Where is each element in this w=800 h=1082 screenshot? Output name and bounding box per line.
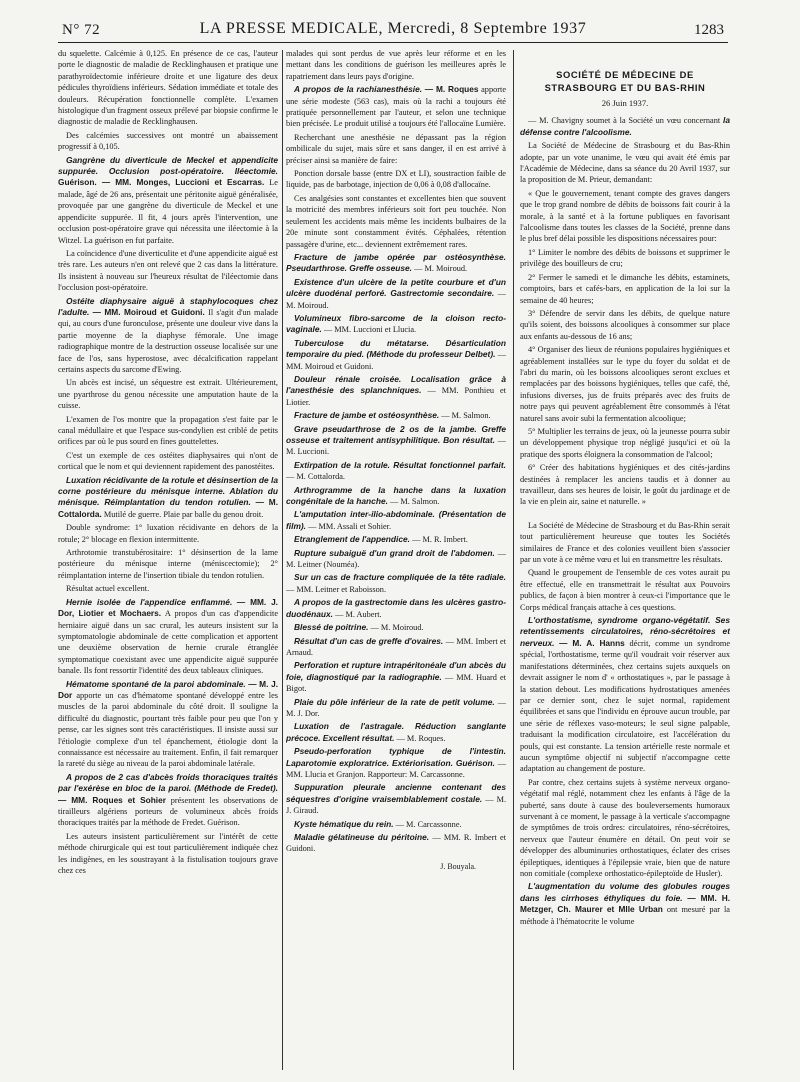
- article-text: A propos d'un cas d'appendicite herniaire aiguë dans un sac crural, les auteurs insistent sur la symptomatologie abdominale de cette complication et apportent une deuxième observation de hernie crurale étranglée symptomatique coexistant avec une appendicite aiguë suppurée banale. Ils font ressortir l'identité des deux tableaux cliniques.: [58, 609, 278, 676]
- entry-title: Volumineux fibro-sarcome de la cloison recto-vaginale.: [286, 312, 506, 335]
- entry-title: Sur un cas de fracture compliquée de la tête radiale.: [294, 572, 506, 583]
- entry: [286, 410, 506, 421]
- paragraph: La coïncidence d'une diverticulite et d'une appendicite aiguë est très rare. Les auteurs n'en ont relevé que 2 cas dans la littérature. Ils insistent à nouveau sur l'heureux résultat de l'iléectomie dans l'occlusion post-opératoire.: [58, 248, 278, 293]
- article-text: Le malade, âgé de 26 ans, présentait une péritonite aiguë généralisée, provoquée par une gangrène du diverticule de Meckel et une appendicite suppurée. Il fit, 4 jours après l'intervention, une occlusion post-opératoire grave qui nécessita une iléectomie à la Witzel. La guérison en fut parfaite.: [58, 178, 278, 245]
- entry-title: Douleur rénale croisée. Localisation grâce à l'anesthésie des splanchniques.: [286, 373, 506, 396]
- entry-authors: — M. Carcassonne.: [395, 819, 462, 829]
- entry: [286, 572, 506, 595]
- article-text: Il s'agit d'un malade qui, au cours d'une furonculose, présente une douleur vive dans la partie moyenne de la diaphyse fémorale. Une image radiographique montre de la destruction osseuse localisée sur une face de l'os, sans hyperostose, avec décalcification rappelant certains aspects du sarcome d'Ewing.: [58, 307, 278, 374]
- entry-title: Existence d'un ulcère de la petite courbure et d'un ulcère duodénal perforé. Gastrectomie secondaire.: [286, 276, 506, 299]
- column-rule-2: [513, 50, 514, 1070]
- society-heading: SOCIÉTÉ DE MÉDECINE DE STRASBOURG ET DU BAS-RHIN: [544, 69, 706, 93]
- entry-authors: — MM. Leitner et Raboisson.: [286, 584, 387, 594]
- entry: [286, 819, 506, 830]
- entry-authors: — MM. Luccioni et Llucia.: [323, 325, 417, 335]
- entry-authors: — M. Luccioni.: [286, 436, 506, 457]
- column-right: [520, 48, 730, 1076]
- article: [58, 296, 278, 376]
- entry: [286, 548, 506, 571]
- entry: [286, 746, 506, 780]
- entry-authors: — M. Moiroud.: [370, 623, 424, 633]
- article-authors: — MM. J. Dor, Liotier et Mochaers.: [58, 596, 278, 619]
- article-title: L'orthostatisme, syndrome organo-végétatif. Ses retentissements circulatoires, réno-sécrétoires et nerveux.: [520, 615, 730, 648]
- entry-title: Arthrogramme de la hanche dans la luxation congénitale de la hanche.: [286, 484, 506, 507]
- paragraph: malades qui sont perdus de vue après leur réforme et en les mettant dans les conditions de guérison les meilleures après le rapatriement dans leurs pays d'origine.: [286, 49, 506, 81]
- paragraph: Un abcès est incisé, un séquestre est extrait. Ultérieurement, une pyarthrose du genou nécessite une amputation haute de la cuisse.: [58, 378, 278, 411]
- entry: [286, 622, 506, 633]
- article: [58, 772, 278, 829]
- entry: [286, 660, 506, 694]
- entry-authors: — MM. Moiroud et Guidoni.: [286, 350, 506, 371]
- entry: [286, 832, 506, 855]
- entry-authors: — M. Moiroud.: [414, 264, 468, 274]
- paragraph: 3° Défendre de servir dans les débits, de quelque nature qu'ils soient, des boissons alcooliques à consommer sur place aux enfants au-dessous de 16 ans;: [520, 308, 730, 341]
- article-authors: — MM. H. Metzger, Ch. Maurer et Mlle Urban: [520, 892, 730, 915]
- article-title: A propos de la rachianesthésie.: [294, 84, 423, 95]
- entry-authors: — M. Leitner (Nouméa).: [286, 548, 506, 570]
- entry-authors: — M. Cottalorda.: [286, 472, 345, 482]
- paragraph: 6° Créer des habitations hygiéniques et des cités-jardins destinées à remplacer les anciens taudis et à donner au travailleur, dans ses heures de loisir, le goût du jardinage et de la vie en plein air, saine et naturelle. »: [520, 463, 730, 507]
- article: [58, 155, 278, 246]
- paragraph: Recherchant une anesthésie ne dépassant pas la région ombilicale du sujet, mais sûre et sans danger, il en est arrivé à préciser ainsi sa manière de faire:: [286, 132, 506, 165]
- page-number: 1283: [694, 22, 724, 38]
- entry-authors: — M. R. Imbert.: [412, 535, 468, 545]
- entry: [286, 597, 506, 620]
- article: [520, 115, 730, 138]
- paragraph: « Que le gouvernement, tenant compte des graves dangers que le trop grand nombre de débits de boissons fait courir à la morale, à la santé et à la fortune publiques en favorisant l'alcoolisme dans toutes les classes de la Société, prenne dans le plus bref délai possible les dispositions nécessaires pour:: [520, 188, 730, 244]
- article-text: présentent les observations de tirailleurs algériens porteurs de volumineux abcès froids thoraciques traités par la méthode de Fredet. Guérison.: [58, 795, 278, 828]
- entry: [286, 277, 506, 311]
- paragraph: Ponction dorsale basse (entre DX et LI), soustraction faible de liquide, pas de barbotage, injection de 0,06 à 0,08 d'allocaïne.: [286, 169, 506, 190]
- entry-title: Grave pseudarthrose de 2 os de la jambe. Greffe osseuse et traitement antisyphilitique. Bon résultat.: [286, 423, 506, 445]
- entry-title: Fracture de jambe et ostéosynthèse.: [294, 410, 440, 421]
- entry: [286, 374, 506, 408]
- article-title: L'augmentation du volume des globules rouges dans les cirrhoses éthyliques du foie.: [520, 881, 730, 903]
- entry-authors: — MM. Assali et Sohier.: [308, 521, 392, 531]
- entry: [286, 509, 506, 532]
- entry-title: L'amputation inter-ilio-abdominale. (Présentation de film).: [286, 509, 506, 531]
- paragraph: Double syndrome: 1° luxation récidivante en dehors de la rotule; 2° blocage en flexion intermittente.: [58, 523, 278, 544]
- paragraph: Résultat actuel excellent.: [66, 584, 150, 594]
- article: [520, 615, 730, 775]
- article-authors: — M. Cottalorda.: [58, 497, 278, 519]
- paragraph: du squelette. Calcémie à 0,125. En présence de ce cas, l'auteur porte le diagnostic de maladie de Recklinghausen et pratique une parathyroïdectomie inférieure droite et une ligature des deux pédicules thyroïdiens inférieurs. Sédation immédiate et totale des douleurs. Récupération fonctionnelle complète. L'examen histologique d'un fragment osseux prélevé par biopsie confirme le diagnostic de maladie de Recklinghausen.: [58, 49, 278, 127]
- entry-title: Pseudo-perforation typhique de l'intestin. Laparotomie exploratrice. Extériorisation. Guérison.: [286, 746, 506, 768]
- entry: [286, 534, 506, 545]
- entry: [286, 313, 506, 336]
- paragraph: L'examen de l'os montre que la propagation s'est faite par le canal médullaire et que l'espace sus-condylien est criblé de petits orifices par où le pus sourd en fines gouttelettes.: [58, 414, 278, 447]
- entry-authors: — MM. Huard et Bigot.: [286, 672, 506, 694]
- article: [58, 679, 278, 770]
- article-authors: — MM. Roques et Sohier: [58, 794, 166, 805]
- entry-authors: — MM. Imbert et Arnaud.: [286, 636, 506, 657]
- article-authors: — M. A. Hanns: [559, 637, 625, 648]
- entry-title: Kyste hématique du rein.: [294, 818, 394, 829]
- paragraph: 1° Limiter le nombre des débits de boissons et supprimer le privilège des bouilleurs de cru;: [520, 247, 730, 269]
- entry-authors: — M. Salmon.: [441, 411, 491, 421]
- paragraph: Les auteurs insistent particulièrement sur l'intérêt de cette méthode chirurgicale qui est tout particulièrement indiquée chez les indigènes, en les soustrayant à la fistulisation toujours grave chez ces: [58, 831, 278, 876]
- entry-authors: — MM. R. Imbert et Guidoni.: [286, 833, 506, 854]
- article-text: ont mesuré par la méthode à l'hématocrite le volume: [520, 905, 730, 926]
- article-text: apporte une série modeste (563 cas), mais où la rachi a toujours été pratiquée personnellement par l'auteur, et selon une technique bien précisée. Le produit utilisé a toujours été l'allocaïne Lumière.: [286, 85, 506, 129]
- article-authors: — MM. Moiroud et Guidoni.: [92, 306, 205, 317]
- entry: [286, 636, 506, 659]
- entry: [286, 721, 506, 744]
- article-text: décrit, comme un syndrome spécial, l'orthostatisme, terme qu'il voudrait voir réserver aux manifestations déterminées, chez certains sujets auxquels on devrait assigner le nom d' « orthostatiques », par le passage à la station debout. Les modifications hydrostatiques amenées par ce dernier sont, chez le sujet normal, rapidement équilibrées et sans que l'individu en éprouve aucun trouble, par une série de réflexes vaso-moteurs; le seul signe palpable, traduisant la modification circulatoire, est l'accélération du pouls, qui est constante. La tension artérielle reste normale et aucun symptôme objectif ni subjectif n'accompagne cette adaptation au changement de posture.: [520, 638, 730, 774]
- column-rule-1: [282, 50, 283, 1070]
- entry-title: Etranglement de l'appendice.: [294, 534, 411, 545]
- article: [520, 881, 730, 927]
- column-left: [58, 48, 278, 1076]
- entry-title: Résultat d'un cas de greffe d'ovaires.: [294, 635, 444, 646]
- entry: [286, 782, 506, 816]
- paragraph: Ces analgésies sont constantes et excellentes bien que souvent la motricité des membres inférieurs soit fort peu touchée. Non seulement les accidents mais même les incidents bulbaires de la 20e minute sont constamment évités. Céphalées, rétention passagère d'urine, etc... deviennent extrêmement rares.: [286, 193, 506, 249]
- entry: [286, 252, 506, 275]
- article-text: Mutilé de guerre. Plaie par balle du genou droit.: [103, 509, 264, 519]
- entry-title: Tuberculose du métatarse. Désarticulation temporaire du pied. (Méthode du professeur Delbet).: [286, 337, 506, 360]
- paragraph: Par contre, chez certains sujets à système nerveux organo-végétatif mal réglé, notamment chez les enfants à l'âge de la puberté, sans doute à cause des bouleversements humoraux survenant à ce moment, le passage à la verticale s'accompagne de symptômes de trois ordres: circulatoires, réno-sécrétoires, nerveux que l'auteur énumère en détail. On peut voir se développer des albuminuries orthostatiques, éclater des crises épileptiques, identiques à l'épilepsie vraie, bien que de nature non comitiale (complexe orthostatico-épileptoïde de Husler).: [520, 777, 730, 878]
- entry-title: Plaie du pôle inférieur de la rate de petit volume.: [294, 696, 495, 707]
- entry-authors: — M. Moiroud.: [286, 289, 506, 310]
- column-middle: [286, 48, 506, 1076]
- entry-title: Blessé de poitrine.: [294, 622, 369, 633]
- entry-title: Perforation et rupture intrapéritonéale d'un abcès du foie, diagnostiqué par la radiographie.: [286, 660, 506, 682]
- entry-title: Rupture subaiguë d'un grand droit de l'abdomen.: [294, 547, 495, 558]
- paragraph: C'est un exemple de ces ostéites diaphysaires qui n'ont de cortical que le nom et qui deviennent rapidement des panostéites.: [58, 450, 278, 472]
- article-title: Hématome spontané de la paroi abdominale.: [66, 678, 246, 689]
- entry: [286, 485, 506, 508]
- article-title: Luxation récidivante de la rotule et désinsertion de la corne postérieure du ménisque interne. Ablation du ménisque. Réimplantation du tendon rotulien.: [58, 474, 278, 508]
- paragraph: 4° Organiser des lieux de réunions populaires hygiéniques et agréablement installées sur le type du foyer du soldat et de l'abri du marin, où les boissons alcooliques seront exclues et remplacées par des boissons hygiéniques, telles que café, thé, infusions diverses, jus de fruits préparés avec des fruits de notre pays qui peuvent agréablement être consommés à l'état naturel sans avoir subi la fermentation alcoolique;: [520, 345, 730, 423]
- article: [286, 84, 506, 130]
- paragraph: 2° Fermer le samedi et le dimanche les débits, estaminets, comptoirs, bars et cafés-bars, en application de la loi sur la semaine de 40 heures;: [520, 272, 730, 305]
- entry-rapporteur: Rapporteur: M. Carcassonne.: [367, 769, 465, 779]
- entry-title: Fracture de jambe opérée par ostéosynthèse. Pseudarthrose. Greffe osseuse.: [286, 251, 506, 274]
- page-header: [58, 18, 728, 43]
- entry-authors: — MM. Llucia et Granjon.: [286, 758, 506, 779]
- entry-authors: — M. J. Dor.: [286, 697, 506, 718]
- paragraph: 5° Multiplier les terrains de jeux, où la jeunesse pourra subir un développement physique trop négligé jusqu'ici et où la pratique des sports éloignera la consommation de l'alcool;: [520, 426, 730, 459]
- entry-authors: — M. Roques.: [396, 733, 446, 743]
- entry-title: Luxation de l'astragale. Réduction sanglante précoce. Excellent résultat.: [286, 721, 506, 743]
- entry: [286, 697, 506, 720]
- entry-authors: — M. Aubert.: [335, 609, 382, 619]
- entry: [286, 338, 506, 372]
- article-lead: — M. Chavigny soumet à la Société un vœu concernant: [528, 116, 721, 126]
- article-title: Gangrène du diverticule de Meckel et appendicite suppurée. Occlusion post-opératoire. Iléectomie.: [58, 154, 278, 177]
- paragraph: Arthrotomie transtubérositaire: 1° désinsertion de la lame postérieure du ménisque interne (méniscectomie); 2° réimplantation interne de l'insertion tibiale du tendon rotulien.: [58, 548, 278, 580]
- entry-title: A propos de la gastrectomie dans les ulcères gastro-duodénaux.: [286, 597, 506, 619]
- article-authors: — M. Roques: [424, 84, 479, 95]
- entry-title: Maladie gélatineuse du péritoine.: [294, 832, 430, 842]
- paragraph: La Société de Médecine de Strasbourg et du Bas-Rhin adopte, par un vote unanime, le vœu qui avait été émis par l'Académie de Médecine, dans sa séance du 20 Avril 1937, sur la proposition de M. Prieur, demandant:: [520, 141, 730, 185]
- entry: [286, 424, 506, 458]
- article-title: la défense contre l'alcoolisme.: [520, 115, 730, 137]
- article: [58, 475, 278, 521]
- paragraph: La Société de Médecine de Strasbourg et du Bas-Rhin serait tout particulièrement heureuse que toutes les Sociétés similaires de France et des colonies veuillent bien s'associer par un vote à ce même vœu et lui en transmettre les résultats.: [520, 520, 730, 565]
- article-title: Ostéite diaphysaire aiguë à staphylocoques chez l'adulte.: [58, 295, 278, 317]
- session-date: 26 Juin 1937.: [601, 98, 649, 108]
- issue-number: N° 72: [62, 22, 101, 38]
- entry: [286, 460, 506, 483]
- paragraph: Quand le groupement de l'ensemble de ces votes aurait pu être effectué, elle en transmettrait le résultat aux Pouvoirs publics, de façon à bien montrer à ceux-ci l'importance que le Corps médical français attache à ces questions.: [520, 568, 730, 612]
- article: [58, 597, 278, 677]
- entry-authors: — M. J. Giraud.: [286, 794, 506, 816]
- article-authors: — M. J. Dor: [58, 678, 278, 700]
- article-title: Hernie isolée de l'appendice enflammé.: [66, 596, 233, 607]
- spacer: [520, 510, 730, 520]
- entry-authors: — M. Salmon.: [390, 497, 440, 507]
- article-title: A propos de 2 cas d'abcès froids thoraciques traités par l'exérèse en bloc de la paroi. (Méthode de Fredet).: [58, 771, 278, 794]
- paragraph: Des calcémies successives ont montré un abaissement progressif à 0,105.: [58, 130, 278, 152]
- article-text: apporte un cas d'hématome spontané développé entre les muscles de la paroi abdominale du côté droit. Il souligne la difficulté du diagnostic, pourtant très faible pour peu que l'on y pense, car les signes sont très caractéristiques. Il insiste aussi sur l'étiologie complexe d'un tel épanchement, étiologie dont la connaissance est nécessaire au traitement. Enfin, il fait remarquer la rareté du siège au niveau de la paroi abdominale latérale.: [58, 690, 278, 769]
- entry-title: Extirpation de la rotule. Résultat fonctionnel parfait.: [294, 459, 506, 470]
- article-authors: Guérison. — MM. Monges, Luccioni et Escarras.: [58, 177, 265, 188]
- journal-title: LA PRESSE MEDICALE, Mercredi, 8 Septembre 1937: [199, 20, 587, 37]
- entry-title: Suppuration pleurale ancienne contenant des séquestres d'origine vraisemblablement costale.: [286, 782, 506, 804]
- entry-authors: — MM. Ponthieu et Liotier.: [286, 386, 506, 407]
- signature: J. Bouyala.: [440, 861, 476, 871]
